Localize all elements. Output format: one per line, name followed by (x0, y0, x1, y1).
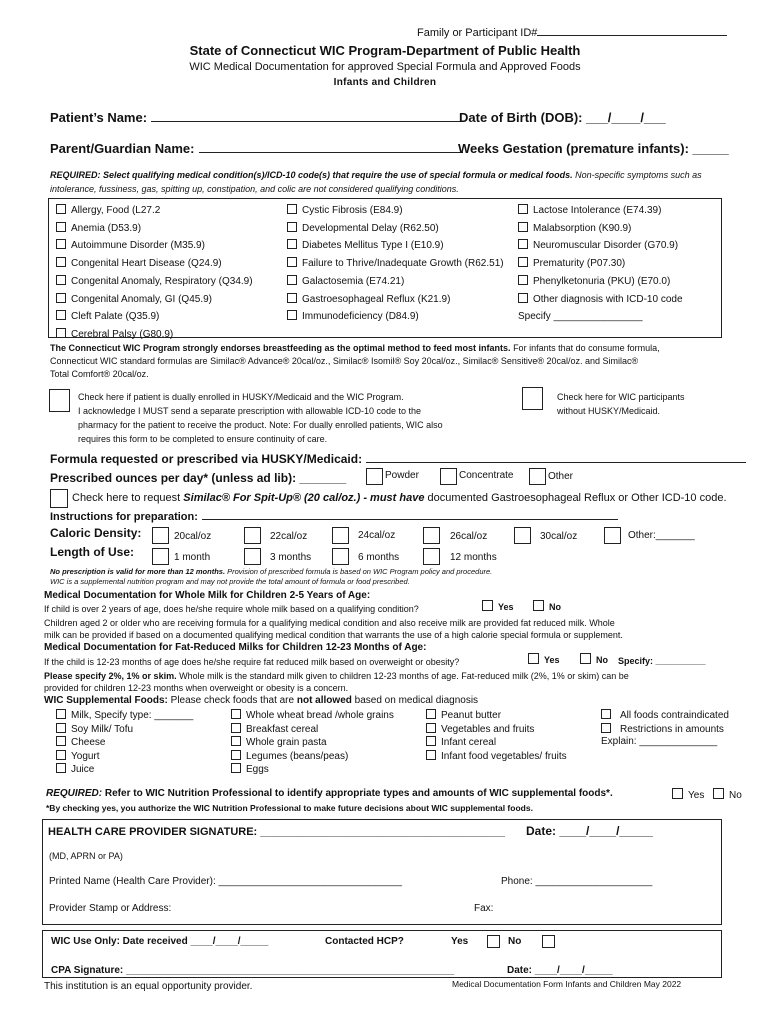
condition-item[interactable]: Allergy, Food (L27.2 (56, 202, 253, 220)
caloric-22-checkbox[interactable] (244, 527, 261, 544)
checkbox[interactable] (601, 723, 611, 733)
fat-reduced-yes[interactable]: Yes (528, 653, 560, 665)
concentrate-checkbox[interactable] (440, 468, 457, 485)
whole-milk-no[interactable]: No (533, 600, 561, 612)
form-subtitle: WIC Medical Documentation for approved Special Formula and Approved Foods (189, 61, 581, 73)
supplemental-col-3 (426, 709, 567, 763)
checkbox[interactable] (56, 222, 66, 232)
condition-item[interactable]: Galactosemia (E74.21) (287, 273, 504, 291)
checkbox[interactable] (287, 222, 297, 232)
caloric-30-checkbox[interactable] (514, 527, 531, 544)
fat-reduced-heading: Medical Documentation for Fat-Reduced Milks for Children 12-23 Months of Age: (44, 642, 427, 653)
length-1-checkbox[interactable] (152, 548, 169, 565)
form-title: State of Connecticut WIC Program-Department of Public Health (189, 43, 581, 58)
caloric-other-checkbox[interactable] (604, 527, 621, 544)
checkbox[interactable] (56, 750, 66, 760)
contacted-hcp-label: Contacted HCP? (325, 936, 404, 947)
condition-item[interactable]: Phenylketonuria (PKU) (E70.0) (518, 273, 683, 291)
checkbox[interactable] (231, 709, 241, 719)
checkbox[interactable] (426, 750, 436, 760)
condition-item[interactable]: Congenital Anomaly, Respiratory (Q34.9) (56, 273, 253, 291)
checkbox[interactable] (580, 653, 591, 664)
supplemental-col-1 (56, 709, 193, 777)
checkbox[interactable] (56, 310, 66, 320)
condition-item[interactable]: Developmental Delay (R62.50) (287, 220, 504, 238)
checkbox[interactable] (56, 328, 66, 338)
food-item[interactable]: Restrictions in amounts (601, 723, 729, 737)
formula-requested-label: Formula requested or prescribed via HUSKY/Medicaid: (50, 451, 746, 466)
explain-field[interactable]: Explain: ______________ (601, 736, 718, 747)
checkbox[interactable] (56, 257, 66, 267)
checkbox[interactable] (518, 275, 528, 285)
supplemental-col-4 (601, 709, 729, 749)
checkbox[interactable] (56, 709, 66, 719)
whole-milk-heading: Medical Documentation for Whole Milk for Children 2-5 Years of Age: (44, 590, 371, 601)
length-1-label: 1 month (174, 552, 211, 563)
caloric-density-label: Caloric Density: (50, 526, 142, 540)
supplemental-col-2 (231, 709, 394, 777)
contacted-no-checkbox[interactable] (542, 935, 555, 948)
condition-item[interactable]: Anemia (D53.9) (56, 220, 253, 238)
checkbox[interactable] (713, 788, 724, 799)
checkbox[interactable] (518, 222, 528, 232)
ounces-field[interactable]: Prescribed ounces per day* (unless ad lib): _______ (50, 471, 347, 485)
dob-field[interactable]: Date of Birth (DOB): ___/____/___ (459, 110, 666, 125)
checkbox[interactable] (287, 310, 297, 320)
food-item[interactable]: Vegetables and fruits (426, 723, 567, 737)
food-item[interactable]: Cheese (56, 736, 193, 750)
checkbox[interactable] (231, 736, 241, 746)
no-husky-checkbox[interactable] (522, 387, 543, 410)
provider-credentials: (MD, APRN or PA) (49, 851, 123, 861)
checkbox[interactable] (56, 723, 66, 733)
checkbox[interactable] (56, 763, 66, 773)
condition-item[interactable]: Immunodeficiency (D84.9) (287, 308, 504, 326)
instructions-label: Instructions for preparation: (50, 508, 618, 523)
food-item[interactable]: Whole grain pasta (231, 736, 394, 750)
provider-date-field[interactable]: Date: ____/____/_____ (526, 824, 653, 838)
guardian-name-label: Parent/Guardian Name: (50, 141, 463, 156)
fat-reduced-text: Please specify 2%, 1% or skim. Whole milk is the standard milk given to children 12-23 months of age. Fat-reduced milk (2%, 1% or skim) can be provided for children 12-23 months when overweight or obesity is a concern. (44, 671, 629, 693)
specify-field[interactable]: Specify ________________ (518, 311, 643, 323)
checkbox[interactable] (533, 600, 544, 611)
food-item[interactable]: Infant food vegetables/ fruits (426, 750, 567, 764)
checkbox[interactable] (287, 239, 297, 249)
checkbox[interactable] (601, 709, 611, 719)
powder-checkbox[interactable] (366, 468, 383, 485)
fax-field[interactable]: Fax: (474, 903, 494, 914)
contacted-yes-label: Yes (451, 936, 469, 947)
length-6-label: 6 months (358, 552, 400, 563)
length-3-label: 3 months (270, 552, 312, 563)
no-husky-text: Check here for WIC participants without HUSKY/Medicaid. (557, 392, 685, 416)
provider-stamp-field[interactable]: Provider Stamp or Address: (49, 903, 172, 914)
condition-item[interactable]: Cerebral Palsy (G80.9) (56, 326, 253, 344)
required-conditions-text: REQUIRED: Select qualifying medical condition(s)/ICD-10 code(s) that require the use of special formula or medical foods. Non-specific symptoms such as intolerance, fussiness, gas, spitting up, constipation, and colic are not considered qualifying conditions. (50, 170, 702, 194)
condition-item[interactable]: Cleft Palate (Q35.9) (56, 308, 253, 326)
checkbox[interactable] (482, 600, 493, 611)
caloric-26-checkbox[interactable] (423, 527, 440, 544)
husky-dual-text: Check here if patient is dually enrolled in HUSKY/Medicaid and the WIC Program. I acknowledge I MUST send a separate prescription with allowable ICD-10 code to the pharmacy for the patient to receive the product. Note: For dually enrolled patients, WIC also requires this form to be completed to ensure continuity of care. (78, 392, 443, 444)
fat-reduced-specify[interactable]: Specify: __________ (618, 656, 706, 666)
food-item[interactable]: Legumes (beans/peas) (231, 750, 394, 764)
caloric-26-label: 26cal/oz (450, 531, 488, 542)
husky-dual-checkbox[interactable] (49, 389, 70, 412)
condition-item[interactable]: Other diagnosis with ICD-10 code (518, 291, 683, 309)
checkbox[interactable] (231, 750, 241, 760)
checkbox[interactable] (56, 736, 66, 746)
food-item[interactable]: Milk, Specify type: _______ (56, 709, 193, 723)
length-3-checkbox[interactable] (244, 548, 261, 565)
whole-milk-text: Children aged 2 or older who are receiving formula for a qualifying medical condition and also receive milk are provided fat reduced milk. Whole milk can be provided if based on a documented qualifying medical condition that warrants the use of a high calorie special formula or supplement. (44, 618, 623, 640)
refer-no[interactable]: No (713, 788, 742, 801)
checkbox[interactable] (426, 709, 436, 719)
condition-item[interactable]: Autoimmune Disorder (M35.9) (56, 237, 253, 255)
checkbox[interactable] (56, 204, 66, 214)
cpa-signature-field[interactable]: CPA Signature: ___________________________________________________________ (51, 965, 455, 976)
powder-label: Powder (385, 470, 419, 481)
length-of-use-label: Length of Use: (50, 545, 134, 559)
phone-field[interactable]: Phone: _____________________ (501, 876, 653, 887)
length-6-checkbox[interactable] (332, 548, 349, 565)
spitup-checkbox[interactable] (50, 489, 68, 508)
checkbox[interactable] (518, 293, 528, 303)
checkbox[interactable] (518, 239, 528, 249)
caloric-30-label: 30cal/oz (540, 531, 578, 542)
condition-item[interactable]: Cystic Fibrosis (E84.9) (287, 202, 504, 220)
caloric-22-label: 22cal/oz (270, 531, 308, 542)
food-item[interactable]: Peanut butter (426, 709, 567, 723)
checkbox[interactable] (518, 257, 528, 267)
caloric-20-checkbox[interactable] (152, 527, 169, 544)
condition-item[interactable]: Prematurity (P07.30) (518, 255, 683, 273)
condition-item[interactable]: Diabetes Mellitus Type I (E10.9) (287, 237, 504, 255)
condition-item[interactable]: Congenital Anomaly, GI (Q45.9) (56, 291, 253, 309)
other-formula-label: Other (548, 471, 574, 482)
contacted-yes-checkbox[interactable] (487, 935, 500, 948)
conditions-col-1 (56, 202, 253, 344)
weeks-gestation-field[interactable]: Weeks Gestation (premature infants): _____ (458, 141, 729, 156)
supplemental-foods-heading: WIC Supplemental Foods: Please check foods that are not allowed based on medical diagnosis (44, 695, 479, 706)
length-12-checkbox[interactable] (423, 548, 440, 565)
checkbox[interactable] (426, 736, 436, 746)
checkbox[interactable] (231, 723, 241, 733)
fat-reduced-question: If the child is 12-23 months of age does he/she require fat reduced milk based on overweight or obesity? (44, 657, 460, 667)
caloric-24-checkbox[interactable] (332, 527, 349, 544)
condition-item[interactable]: Failure to Thrive/Inadequate Growth (R62.51) (287, 255, 504, 273)
food-item[interactable]: Juice (56, 763, 193, 777)
condition-item[interactable]: Malabsorption (K90.9) (518, 220, 683, 238)
food-item[interactable]: Whole wheat bread /whole grains (231, 709, 394, 723)
checkbox[interactable] (287, 293, 297, 303)
family-id-label: Family or Participant ID# (417, 24, 727, 39)
food-item[interactable]: Breakfast cereal (231, 723, 394, 737)
food-item[interactable]: Soy Milk/ Tofu (56, 723, 193, 737)
checkbox[interactable] (426, 723, 436, 733)
condition-item[interactable]: Congenital Heart Disease (Q24.9) (56, 255, 253, 273)
fat-reduced-no[interactable]: No (580, 653, 608, 665)
form-subtitle-2: Infants and Children (333, 77, 437, 88)
checkbox[interactable] (672, 788, 683, 799)
refer-text: REQUIRED: Refer to WIC Nutrition Professional to identify appropriate types and amounts of WIC supplemental foods*. (46, 788, 613, 799)
refer-yes[interactable]: Yes (672, 788, 704, 801)
other-formula-checkbox[interactable] (529, 468, 546, 485)
caloric-24-label: 24cal/oz (358, 530, 396, 541)
checkbox[interactable] (287, 204, 297, 214)
checkbox[interactable] (56, 275, 66, 285)
checkbox[interactable] (287, 257, 297, 267)
food-item[interactable]: Yogurt (56, 750, 193, 764)
checkbox[interactable] (518, 204, 528, 214)
food-item[interactable]: Eggs (231, 763, 394, 777)
whole-milk-yes[interactable]: Yes (482, 600, 514, 612)
prescription-note: No prescription is valid for more than 12 months. Provision of prescribed formula is based on WIC Program policy and procedure. WIC is a supplemental nutrition program and may not provide the total amount of formula or food prescribed. (50, 567, 493, 586)
provider-signature-field[interactable]: HEALTH CARE PROVIDER SIGNATURE: ________________________________________ (48, 826, 505, 838)
patient-name-label: Patient’s Name: (50, 110, 463, 125)
condition-item[interactable]: Lactose Intolerance (E74.39) (518, 202, 683, 220)
food-item[interactable]: All foods contraindicated (601, 709, 729, 723)
food-item[interactable]: Infant cereal (426, 736, 567, 750)
contacted-no-label: No (508, 936, 522, 947)
checkbox[interactable] (56, 293, 66, 303)
conditions-col-2 (287, 202, 504, 326)
breastfeeding-text: The Connecticut WIC Program strongly endorses breastfeeding as the optimal method to feed most infants. For infants that do consume formula, Connecticut WIC standard formulas are Similac® Advance® 20cal/oz., Similac® Isomil® Soy 20cal/oz., Similac® Sensitive® 20cal/oz. and Similac® Total Comfort® 20cal/oz. (50, 343, 660, 379)
checkbox[interactable] (287, 275, 297, 285)
checkbox[interactable] (56, 239, 66, 249)
concentrate-label: Concentrate (459, 470, 514, 481)
form-version-text: Medical Documentation Form Infants and Children May 2022 (452, 979, 682, 989)
condition-item[interactable]: Gastroesophageal Reflux (K21.9) (287, 291, 504, 309)
cpa-date-field[interactable]: Date: ____/____/_____ (507, 965, 613, 976)
whole-milk-question: If child is over 2 years of age, does he/she require whole milk based on a qualifying condition? (44, 604, 419, 614)
spitup-text: Check here to request Similac® For Spit-Up® (20 cal/oz.) - must have documented Gastroesophageal Reflux or Other ICD-10 code. (72, 492, 727, 504)
equal-opportunity-text: This institution is an equal opportunity provider. (44, 981, 253, 992)
date-received-field[interactable]: WIC Use Only: Date received ____/____/_____ (51, 936, 269, 947)
length-12-label: 12 months (450, 552, 497, 563)
printed-name-field[interactable]: Printed Name (Health Care Provider): _________________________________ (49, 876, 403, 887)
checkbox[interactable] (231, 763, 241, 773)
caloric-20-label: 20cal/oz (174, 531, 212, 542)
condition-item[interactable]: Neuromuscular Disorder (G70.9) (518, 237, 683, 255)
refer-note: *By checking yes, you authorize the WIC Nutrition Professional to make future decisions about WIC supplemental foods. (46, 803, 533, 813)
conditions-col-3 (518, 202, 683, 326)
caloric-other-label: Other:_______ (628, 530, 695, 541)
checkbox[interactable] (528, 653, 539, 664)
